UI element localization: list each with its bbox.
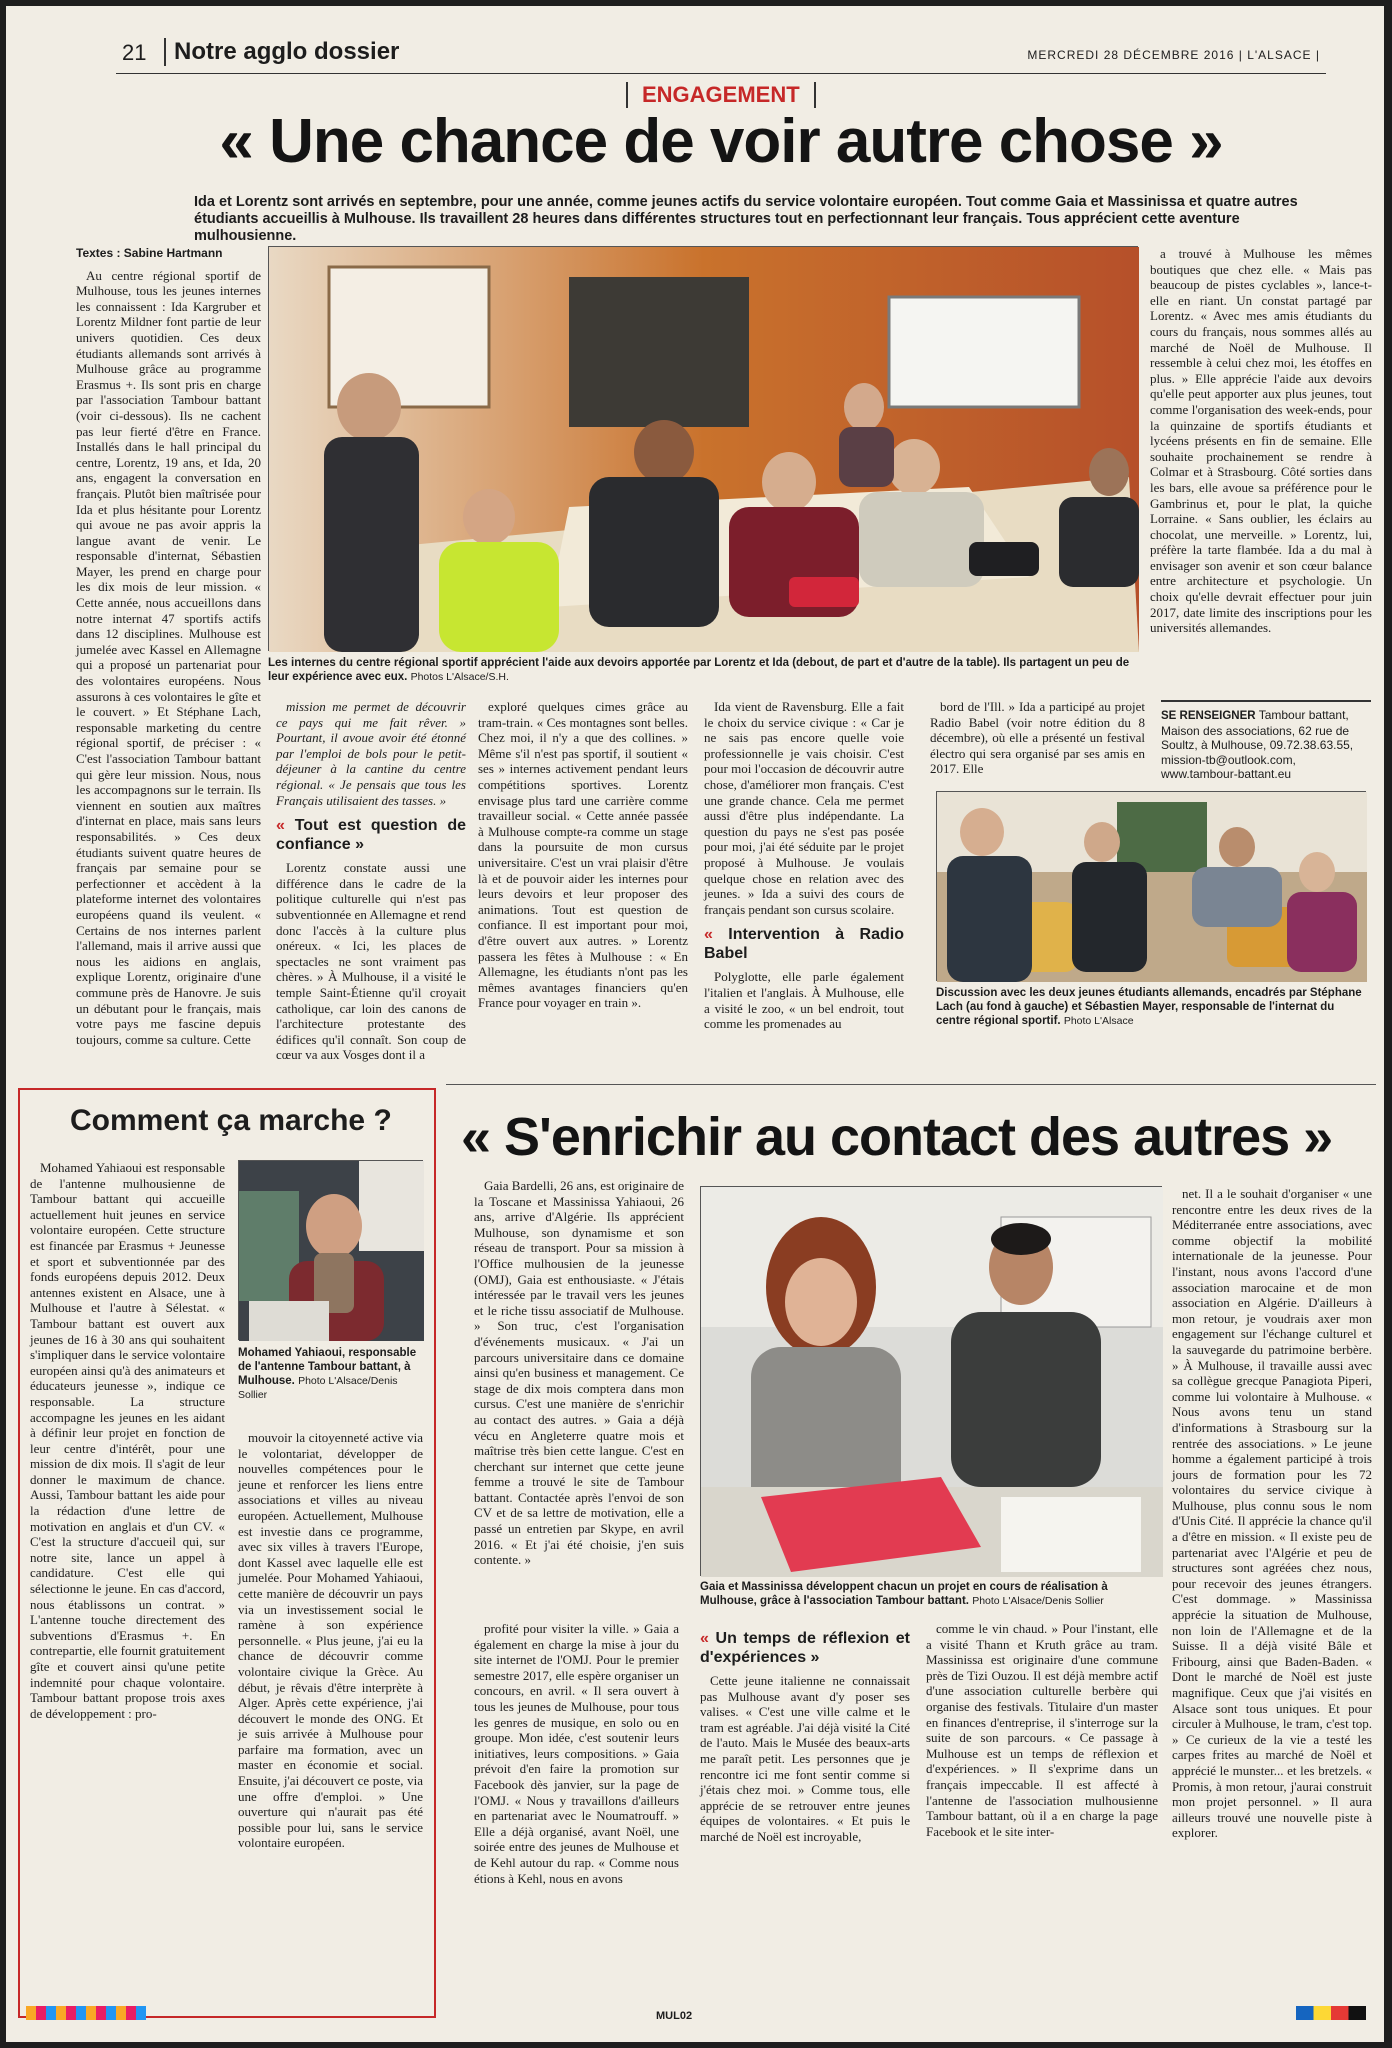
page-header <box>116 34 1326 74</box>
article-text: Au centre régional sportif de Mulhouse, tous les jeunes internes les connaissent : Ida Kargruber et Lorentz Mildner font partie de leur univers quotidien. Ces deux étudiants allemands sont arrivés à Mulhouse grâce au programme Erasmus +. Ils sont pris en charge par l'association Tambour battant (voir ci-dessous). Ils ne cachent pas leur fierté d'être en France. Installés dans le hall principal du centre, Lorentz, 19 ans, et Ida, 20 ans, engagent la conversation en français. Plutôt bien maîtrisée pour Ida et plus hésitante pour Lorentz qui avoue ne pas avoir appris la langue avant de venir. Le responsable d'internat, Sébastien Mayer, les prend en charge pour les dix mois de leur mission. « Cette année, nous accueillons dans notre internat 47 sportifs actifs dans 12 disciplines. Mulhouse est jumelée avec Kassel en Allemagne qui a proposé un partenariat pour des volontaires européens. Nous assurons à ces volontaires le gîte et le couvert. » Et Stéphane Lach, responsable marketing du centre régional sportif, de préciser : « C'est l'association Tambour battant qui gère leur mission. Nous, nous les accompagnons sur le terrain. Ils viennent en soutien aux maîtres d'internat en place, mais sans leurs responsabilités. » Ces deux étudiants suivent quatre heures de français par semaine pour se perfectionner et accèdent à la plateforme internet des volontaires européens quand ils veulent. « Certains de nos internes parlent l'allemand, mais il arrive aussi que nous les aidions en anglais, explique Lorentz, originaire d'une commune près de Hanovre. Je suis un débutant pour le français, mais votre pays me fascine depuis toujours, comme sa culture. Cette <box>76 267 261 1047</box>
article-text: bord de l'Ill. » Ida a participé au projet Radio Babel (voir notre édition du 8 décembre), où elle a présenté un festival électro qui sera organisé par ses amis en 2017. Elle <box>930 699 1145 777</box>
article-column-right <box>1150 246 1372 691</box>
photo-credit: Photo L'Alsace <box>1063 1015 1134 1027</box>
photo-credit: Photos L'Alsace/S.H. <box>410 671 509 683</box>
second-column-1 <box>474 1178 684 1568</box>
color-registration-marks <box>26 2006 146 2020</box>
article-text: profité pour visiter la ville. » Gaia a également en charge la mise à jour du site internet de l'OMJ. Pour le premier semestre 2017, elle espère organiser un concours, en avril. « Il sera ouvert à tous les jeunes de Mulhouse, pour tous les genres de musique, en solo ou en groupe. Mon idée, c'est soutenir leurs initiatives, leurs compositions. » Gaia prévoit d'en faire la promotion sur Facebook dès janvier, sur la page de l'OMJ. « Nous y travaillons d'ailleurs en partenariat avec le Noumatrouff. » Elle a déjà organisé, avant Noël, une soirée entre des jeunes de Mulhouse et de Kehl autour du rap. « Comme nous étions à Kehl, nous en avons <box>474 1621 679 1886</box>
color-bar <box>1296 2006 1366 2020</box>
info-text: Tambour battant, Maison des associations, 62 rue de Soultz, à Mulhouse, 09.72.38.63.55, mission-tb@outlook.com, www.tambour-battant.eu <box>1161 708 1354 781</box>
article-text: exploré quelques cimes grâce au tram-train. « Ces montagnes sont belles. Chez moi, il n'y a que des collines. » Même s'il n'est pas sportif, il soutient « ses » internes activement pendant leurs compétitions sportives. Lorentz envisage plus tard une carrière comme travailleur social. « Cette année passée à Mulhouse compte-ra comme un stage dans la poursuite de mon cursus universitaire. C'est un vrai plaisir d'être là et de pouvoir aider les internes pour leurs devoirs et leur proposer des animations. Tout est question de confiance. Il est important pour moi, d'être ouvert aux autres. » Lorentz passera les fêtes à Mulhouse : « En Allemagne, les étudiants n'ont pas les mêmes avantages financiers qu'en France pour voyager en train ». <box>478 699 688 1011</box>
photo-discussion <box>936 791 1366 981</box>
headline: « Une chance de voir autre chose » <box>219 107 1223 176</box>
byline: Textes : Sabine Hartmann <box>76 246 223 260</box>
kicker: ENGAGEMENT <box>626 82 816 108</box>
article-text: Mohamed Yahiaoui est responsable de l'antenne mulhousienne de Tambour battant qui accueille actuellement huit jeunes en service volontaire européen. Cette structure est financée par Erasmus + Jeunesse et sport et subventionnée par des fonds européens depuis 2012. Deux antennes existent en Alsace, une à Mulhouse et l'autre à Sélestat. « Tambour battant est ouvert aux jeunes de 16 à 30 ans qui souhaitent s'impliquer dans le service volontaire européen ainsi qu'à des animateurs et éducateurs jeunesse », indique ce responsable. La structure accompagne les jeunes en les aidant à définir leur projet en fonction de leur centre d'intérêt, pour une mission de dix mois. Il s'agit de leur donner le maximum de chance. Aussi, Tambour battant les aide pour la rédaction d'une lettre de motivation en anglais et d'un CV. « C'est la structure d'accueil qui, sur notre site, lance un appel à candidature. C'est elle qui sélectionne le jeune. En cas d'accord, nous établissons un contrat. » L'antenne touche directement des subventions d'Erasmus +. En contrepartie, elle fournit gratuitement gîte et couvert ainsi qu'une petite indemnité pour chaque volontaire. Tambour battant propose trois axes de développement : pro- <box>30 1160 225 1721</box>
article-text: Gaia Bardelli, 26 ans, est originaire de la Toscane et Massinissa Yahiaoui, 26 ans, arrive d'Algérie. Ils apprécient Mulhouse, son dynamisme et son réseau de transport. Pour sa mission à l'Office mulhousien de la jeunesse (OMJ), Gaia est enthousiaste. « J'étais intéressée par le travail vers les jeunes et le riche tissu associatif de Mulhouse. » Son truc, c'est l'organisation d'événements musicaux. « J'ai un parcours universitaire dans ce domaine ainsi qu'en business et management. Ce stage de dix mois comptera dans mon cursus. C'est une manière de s'enrichir au contact des autres. » Gaia a déjà vécu en Angleterre quatre mois et maîtrise très bien cette langue. C'est en cherchant sur internet que cette jeune femme a trouvé le site de Tambour battant. Contactée après l'envoi de son CV et de sa lettre de motivation, elle a passé un entretien par Skype, en avril 2016. « Et j'ai été choisie, j'en suis contente. » <box>474 1178 684 1568</box>
subheading: « Tout est question de confiance » <box>276 817 467 854</box>
standfirst: Ida et Lorentz sont arrivés en septembre, pour une année, comme jeunes actifs du service volontaire européen. Tout comme Gaia et Massinissa et quatre autres étudiants accueillis à Mulhouse. Ils travaillent 28 heures dans différentes structures tout en perfectionnant leur français. Tous apprécient cette aventure mulhousienne. <box>194 194 1298 244</box>
second-column-3 <box>700 1621 910 2001</box>
newspaper-page <box>6 6 1384 2042</box>
second-column-right <box>1172 1186 1372 1996</box>
page-number: 21 <box>122 40 147 65</box>
box-column-1 <box>30 1160 225 2010</box>
article-text: Lorentz constate aussi une différence dans le cadre de la politique culturelle qui n'est pas subventionnée en Allemagne et rend donc l'accès à la culture plus onéreux. « Ici, les places de spectacles ne sont vraiment pas chères. » À Mulhouse, il a visité le temple Saint-Étienne qu'il croyait catholique, car loin des canons de l'architecture protestante des édifices qu'il connaît. Son coup de cœur va aux Vosges dont il a <box>276 860 466 1063</box>
photo-volunteers <box>700 1186 1162 1576</box>
article-column-2 <box>276 699 466 1069</box>
photo-credit: Photo L'Alsace/Denis Sollier <box>238 1375 398 1401</box>
article-column-4 <box>704 699 904 1069</box>
photo-caption: Mohamed Yahiaoui, responsable de l'antenne Tambour battant, à Mulhouse. Photo L'Alsace/Denis Sollier <box>238 1347 417 1401</box>
page-footer <box>6 2002 1384 2042</box>
section-title: Notre agglo dossier <box>164 38 399 66</box>
section-divider <box>446 1084 1376 1085</box>
article-column-5 <box>930 699 1145 779</box>
photo-caption: Gaia et Massinissa développent chacun un projet en cours de réalisation à Mulhouse, grâce à l'association Tambour battant. Photo L'Alsace/Denis Sollier <box>700 1581 1108 1607</box>
article-text: Cette jeune italienne ne connaissait pas Mulhouse avant d'y poser ses valises. « C'est une ville calme et le tram est agréable. J'ai déjà visité la Cité de l'auto. Mais le Musée des beaux-arts me paraît petit. Les personnes que je rencontre ici me font sentir comme si j'étais chez moi. » Comme tous, elle apprécie de se retrouver entre jeunes équipes de volontaires. « Et puis le marché de Noël est incroyable, <box>700 1673 910 1844</box>
article-text: Ida vient de Ravensburg. Elle a fait le choix du service civique : « Car je ne sais pas encore quelle voie professionnelle je vais choisir. C'est pour moi l'occasion de découvrir autre chose, d'améliorer mon français. C'est une grande chance. Cela me permet aussi d'être plus indépendante. La question du pays ne s'est pas posée pour moi, j'ai été séduite par le projet proposé à Mulhouse. Je voulais quelque chose en relation avec des jeunes. » Ida a suivi des cours de français pendant son cursus scolaire. <box>704 699 904 917</box>
second-headline: « S'enrichir au contact des autres » <box>461 1107 1333 1167</box>
article-column-1 <box>76 246 261 1054</box>
subheading: « Intervention à Radio Babel <box>704 926 904 963</box>
article-text: mission me permet de découvrir ce pays qui me fait rêver. » Pourtant, il avoue avoir été étonné par l'emploi de bols pour le petit-déjeuner à la cantine du centre régional. « Je pensais que tous les Français utilisaient des tasses. » <box>276 699 466 808</box>
sidebar-box <box>18 1088 436 2018</box>
page-code: MUL02 <box>656 2010 693 2022</box>
info-box <box>1161 700 1371 782</box>
info-label: SE RENSEIGNER <box>1161 710 1256 722</box>
photo-caption: Les internes du centre régional sportif apprécient l'aide aux devoirs apportée par Lorentz et Ida (debout, de part et d'autre de la table). Ils partagent un peu de leur expérience avec eux. Photos L'Alsace/S.H. <box>268 657 1130 683</box>
photo-portrait <box>238 1160 423 1340</box>
photo-caption: Discussion avec les deux jeunes étudiants allemands, encadrés par Stéphane Lach (au fond à gauche) et Sébastien Mayer, responsable de l'internat du centre régional sportif. Photo L'Alsace <box>936 987 1362 1027</box>
box-title: Comment ça marche ? <box>70 1104 392 1137</box>
box-column-2 <box>238 1430 423 2010</box>
article-text: Polyglotte, elle parle également l'italien et l'anglais. À Mulhouse, elle a visité le zoo, « un bel endroit, tout comme les promenades au <box>704 969 904 1032</box>
photo-credit: Photo L'Alsace/Denis Sollier <box>972 1595 1104 1607</box>
subheading: « Un temps de réflexion et d'expériences » <box>700 1630 910 1666</box>
photo-classroom <box>268 246 1138 651</box>
second-column-4 <box>926 1621 1158 2001</box>
article-text: comme le vin chaud. » Pour l'instant, elle a visité Thann et Kruth grâce au tram. Massinissa est originaire d'une commune près de Tizi Ouzou. Il est déjà membre actif d'une association culturelle berbère qui organise des festivals. Titulaire d'un master en finances d'entreprise, il s'interroge sur la suite de son parcours. « Ce passage à Mulhouse est un temps de réflexion et d'expériences. » Il s'exprime dans un français impeccable. Il est affecté à l'antenne de l'association mulhousienne Tambour battant, où il a en charge la page Facebook et le site inter- <box>926 1621 1158 1839</box>
article-text: a trouvé à Mulhouse les mêmes boutiques que chez elle. « Mais pas beaucoup de pistes cyclables », lance-t-elle en riant. Un constat partagé par Lorentz. « Avec mes amis étudiants du cours du français, nous sommes allés au marché de Noël de Mulhouse. Il ressemble à celui chez moi, les étoffes en plus. » Elle apprécie l'aide aux devoirs qu'elle peut apporter aux plus jeunes, tout comme l'organisation des week-ends, pour la quinzaine de sportifs étudiants et lycéens présents en fin de semaine. Elle souhaite prochainement se rendre à Colmar et à Strasbourg. Côté sorties dans les bars, elle avoue sa préférence pour le Gambrinus et, pour le plat, la quiche Lorraine. « Sans oublier, les éclairs au chocolat, une merveille. » Lorentz, lui, préfère la tarte flambée. Ida a du mal à envisager son avenir et son cœur balance entre architecture et psychologie. Un choix qu'elle devrait effectuer pour juin 2017, date limite des inscriptions pour les universités allemandes. <box>1150 246 1372 636</box>
article-column-3 <box>478 699 688 1069</box>
article-text: mouvoir la citoyenneté active via le volontariat, développer de nouvelles compétences pour le jeune et renforcer les liens entre associations et villes au niveau européen. Actuellement, Mulhouse est investie dans ce programme, avec six villes à travers l'Europe, dont Kassel avec laquelle elle est jumelée. Pour Mohamed Yahiaoui, cette manière de découvrir un pays via un investissement social le ramène à son expérience personnelle. « Plus jeune, j'ai eu la chance de découvrir comme volontaire civique la Grèce. Au début, je rêvais d'être interprète à Alger. Après cette expérience, j'ai découvert le monde des ONG. Et je suis arrivée à Mulhouse pour parfaire ma formation, avec un master en économie et social. Ensuite, j'ai découvert ce poste, via une offre d'emploi. » Une ouverture qui n'aurait pas été possible pour lui, sans le service volontaire européen. <box>238 1430 423 1851</box>
issue-date: MERCREDI 28 DÉCEMBRE 2016 | L'ALSACE | <box>1027 48 1320 62</box>
article-text: net. Il a le souhait d'organiser « une rencontre entre les deux rives de la Méditerranée entre associations, avec comme objectif la mobilité internationale de la jeunesse. Pour l'instant, nous avons l'accord d'une association marocaine et de mon association en Algérie. D'ailleurs à mon retour, je voudrais axer mon engagement sur l'échange culturel et la sauvegarde du patrimoine berbère. » À Mulhouse, il travaille aussi avec sa collègue grecque Panagiota Piperi, comme lui volontaire à Mulhouse. « Nous avons tenu un stand d'informations à Strasbourg sur la rentrée des associations. » Le jeune homme a également participé à trois jours de formation pour les 72 volontaires du service civique à Mulhouse, plus connu sous le nom d'Unis Cité. Il apprécie la chance qu'il a d'être en mission. « Il existe peu de partenariat avec l'Algérie et peu de structures sont agréées chez nous, pour recevoir des jeunes étrangers. C'est dommage. » Massinissa apprécie la situation de Mulhouse, non loin de l'Allemagne et de la Suisse. Il a déjà visité Bâle et Fribourg, ainsi que Baden-Baden. « Dont le marché de Noël est juste magnifique. Ceux que j'ai visités en Alsace sont tous uniques. Et pour circuler à Mulhouse, le tram, c'est top. » Ce curieux de la vie a testé les carpes frites au marché de Noël et apprécié le munster... et les bretzels. « Promis, à mon retour, j'aurai construit mon projet personnel. » Il aura ailleurs trouvé une nouvelle piste à explorer. <box>1172 1186 1372 1841</box>
second-column-2 <box>474 1621 679 2001</box>
